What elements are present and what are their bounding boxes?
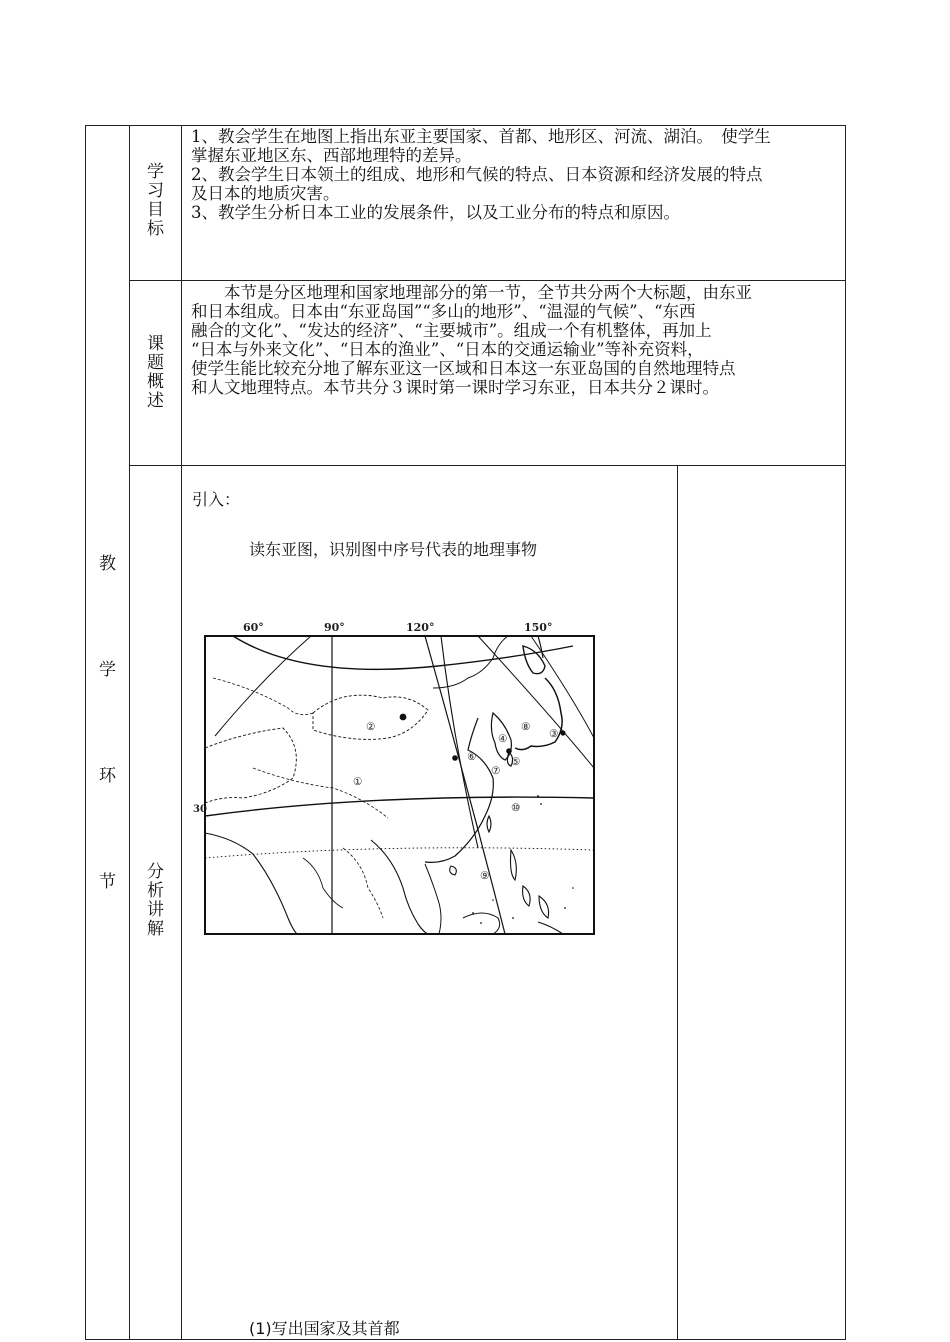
map-marker: ①: [353, 776, 363, 788]
label-char: 述: [147, 391, 164, 411]
map-marker: ③: [549, 728, 559, 740]
tropic-line: [205, 848, 594, 858]
label-char: 习: [147, 181, 164, 201]
row-label-overview: [130, 335, 181, 411]
label-char: 解: [147, 919, 164, 939]
southeast-asia-coastline: [371, 840, 429, 934]
map-marker: ④: [498, 733, 508, 745]
text-line: 和日本组成。日本由“东亚岛国”“多山的地形”、“温湿的气候”、“东西: [191, 302, 696, 321]
label-char: 讲: [147, 900, 164, 920]
taiwan-island: [487, 816, 491, 832]
row-divider-2: [129, 465, 846, 466]
longitude-label: 150°: [524, 621, 553, 634]
text-line: 掌握东亚地区东、西部地理特的差异。: [191, 146, 472, 165]
philippines-island: [511, 850, 517, 880]
longitude-label: 120°: [406, 621, 435, 634]
label-char: 学: [147, 162, 164, 182]
text-line: 2、教会学生日本领土的组成、地形和气候的特点、日本资源和经济发展的特点: [191, 165, 763, 184]
longitude-label: 60°: [243, 621, 264, 634]
question-1: (1)写出国家及其首都: [249, 1319, 400, 1338]
column-divider-2: [181, 125, 182, 1340]
label-char: 析: [147, 881, 164, 901]
label-char: 教: [99, 554, 116, 574]
map-marker: ⑨: [480, 870, 490, 882]
map-marker: ⑦: [491, 765, 501, 777]
parallel-line: [233, 636, 573, 669]
capital-dot: [452, 755, 458, 761]
parallel-line: [205, 797, 594, 816]
overview-text: [191, 283, 841, 397]
label-char: 节: [99, 872, 116, 892]
china-coastline: [425, 718, 493, 862]
column-divider-1: [129, 125, 130, 1340]
map-frame: [205, 636, 594, 934]
table-top-border: [85, 125, 846, 126]
table-left-border: [85, 125, 86, 1340]
latitude-label: 30: [193, 804, 207, 815]
intro-label: 引入：: [192, 490, 241, 509]
text-line: 融合的文化”、“发达的经济”、“主要城市”。组成一个有机整体，再加上: [191, 321, 712, 340]
text-line: 使学生能比较充分地了解东亚这一区域和日本这一东亚岛国的自然地理特点: [191, 359, 736, 378]
label-char: 题: [147, 353, 164, 373]
row-divider-1: [129, 280, 846, 281]
label-char: 标: [147, 219, 164, 239]
row-label-analysis: [130, 863, 181, 939]
longitude-label: 90°: [324, 621, 345, 634]
label-char: 分: [147, 862, 164, 882]
map-marker: ⑧: [521, 721, 531, 733]
column-divider-3: [677, 465, 678, 1340]
text-line: 及日本的地质灾害。: [191, 184, 340, 203]
label-char: 目: [147, 200, 164, 220]
map-marker: ②: [366, 721, 376, 733]
map-marker: ⑩: [511, 802, 521, 814]
label-char: 学: [99, 660, 116, 680]
label-char: 环: [99, 766, 116, 786]
india-coastline: [205, 833, 297, 934]
table-right-border: [845, 125, 846, 1340]
map-task-text: 读东亚图，识别图中序号代表的地理事物: [249, 540, 538, 559]
row-label-objectives: [130, 163, 181, 239]
capital-dot: [506, 748, 512, 754]
capital-dot: [400, 714, 407, 721]
text-line: 本节是分区地理和国家地理部分的第一节，全节共分两个大标题，由东亚: [191, 283, 752, 302]
label-char: 课: [147, 334, 164, 354]
map-marker: ⑥: [467, 751, 477, 763]
text-line: 3、教学生分析日本工业的发展条件，以及工业分布的特点和原因。: [191, 203, 680, 222]
label-char: 概: [147, 372, 164, 392]
table-bottom-border: [85, 1339, 846, 1340]
east-asia-map: [193, 618, 603, 940]
map-marker: ⑤: [511, 756, 521, 768]
capital-dot: [560, 730, 565, 735]
text-line: 1、教会学生在地图上指出东亚主要国家、首都、地形区、河流、湖泊。 使学生: [191, 127, 771, 146]
text-line: 和人文地理特点。本节共分３课时第一课时学习东亚，日本共分２课时。: [191, 378, 719, 397]
text-line: “日本与外来文化”、“日本的渔业”、“日本的交通运输业”等补充资料，: [191, 340, 704, 359]
small-islands: [472, 795, 574, 924]
objectives-text: [191, 127, 841, 222]
